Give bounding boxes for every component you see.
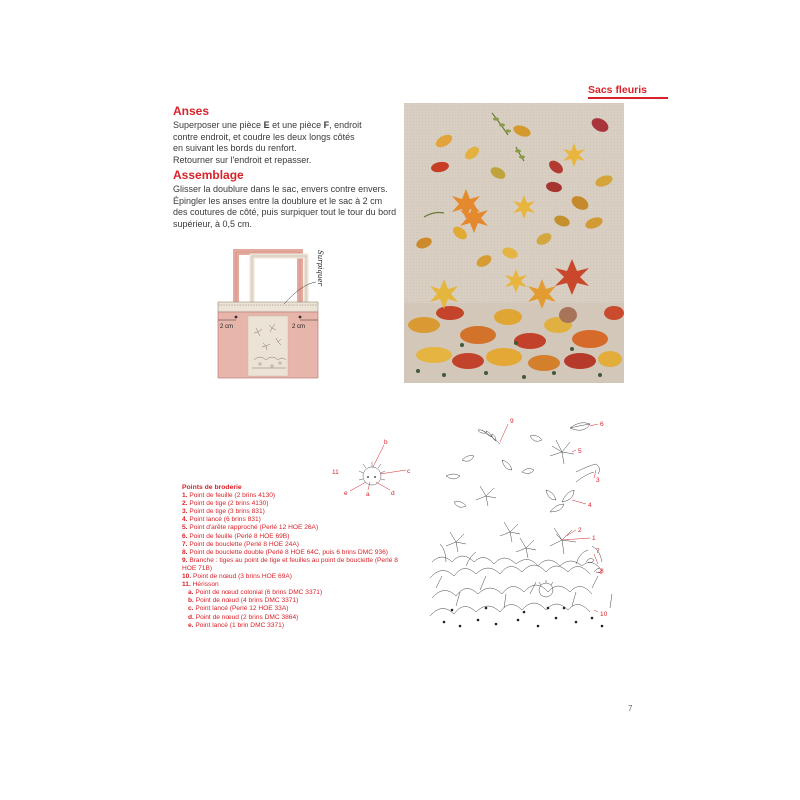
- legend-item: [182, 533, 412, 541]
- legend-item: [182, 549, 412, 557]
- hedgehog-label-a: a: [366, 491, 370, 498]
- stitch-legend: [182, 484, 412, 630]
- legend-item-text: Point de bouclette (Perlé 8 HOE 24A): [187, 540, 299, 548]
- legend-item-text: Point lancé (6 brins 831): [187, 516, 261, 524]
- embroidery-pattern: [426, 412, 624, 634]
- anses-title: Anses: [173, 104, 210, 118]
- legend-sub-num: e.: [188, 621, 194, 629]
- anses-piece-e: E: [263, 120, 270, 130]
- anses-text-3: , endroit contre endroit, et coudre les deux longs côtés en suivant les bords du renfort. Retourner sur l'endroit et repasser.: [173, 120, 362, 165]
- assemblage-section: [173, 168, 398, 230]
- legend-item-text: Point de nœud (3 brins HOE 69A): [191, 573, 292, 581]
- legend-item: [182, 541, 412, 549]
- legend-sub-num: a.: [188, 589, 194, 597]
- legend-item-num: 1.: [182, 492, 188, 500]
- legend-item: [182, 557, 412, 573]
- legend-sub-text: Point de nœud (4 brins DMC 3371): [193, 597, 299, 605]
- legend-sub-item: [182, 597, 412, 605]
- pattern-label-10: 10: [600, 611, 608, 618]
- hedgehog-label-11: 11: [332, 469, 339, 476]
- embroidery-photo-art: [404, 103, 624, 383]
- legend-item-num: 8.: [182, 548, 188, 556]
- legend-sub-text: Point lancé (1 brin DMC 3371): [193, 621, 285, 629]
- legend-item-text: Point d'arête rapproché (Perlé 12 HOE 26A): [187, 524, 319, 532]
- page-number: 7: [628, 704, 633, 713]
- legend-sub-num: b.: [188, 597, 194, 605]
- legend-item-num: 7.: [182, 540, 188, 548]
- anses-text-2: et une pièce: [269, 120, 324, 130]
- assemblage-title: Assemblage: [173, 168, 244, 182]
- pattern-label-1: 1: [592, 535, 596, 542]
- hedgehog-label-d: d: [391, 490, 395, 497]
- assemblage-text: Glisser la doublure dans le sac, envers contre envers. Épingler les anses entre la doublure et le sac à 2 cm des coutures de côté, puis surpiquer tout le tour du bord supérieur, à 0,5 cm.: [173, 184, 397, 229]
- legend-item-num: 2.: [182, 500, 188, 508]
- pattern-label-5: 5: [578, 448, 582, 455]
- legend-item-text: Hérisson: [190, 581, 219, 589]
- legend-sub-text: Point de nœud colonial (6 brins DMC 3371): [193, 589, 323, 597]
- anses-text: [173, 120, 398, 166]
- legend-item-num: 9.: [182, 556, 188, 564]
- legend-item-text: Point de bouclette double (Perlé 8 HOE 64C, puis 6 brins DMC 936): [187, 548, 388, 556]
- legend-item: [182, 516, 412, 524]
- pattern-label-3: 3: [596, 477, 600, 484]
- legend-item-text: Point de feuille (2 brins 4130): [187, 492, 276, 500]
- legend-sub-item: [182, 622, 412, 630]
- legend-sub-item: [182, 605, 412, 613]
- bag-diagram: [212, 242, 342, 384]
- legend-item-text: Branche : tiges au point de tige et feuilles au point de bouclette (Perlé 8 HOE 71B): [182, 556, 398, 572]
- pattern-label-2: 2: [578, 527, 582, 534]
- hedgehog-label-b: b: [384, 439, 388, 446]
- pattern-label-9: 9: [510, 418, 514, 425]
- pattern-label-8: 8: [600, 568, 604, 575]
- legend-item: [182, 508, 412, 516]
- legend-title: Points de broderie: [182, 484, 242, 491]
- legend-item: [182, 492, 412, 500]
- anses-text-1: Superposer une pièce: [173, 120, 264, 130]
- anses-piece-f: F: [323, 120, 330, 130]
- legend-sub-item: [182, 589, 412, 597]
- legend-item-text: Point de tige (2 brins 4130): [187, 500, 269, 508]
- legend-item: [182, 581, 412, 589]
- legend-item-text: Point de tige (3 brins 831): [187, 508, 265, 516]
- legend-item: [182, 524, 412, 532]
- legend-sub-item: [182, 614, 412, 622]
- legend-sub-num: c.: [188, 605, 194, 613]
- hedgehog-label-e: e: [344, 490, 348, 497]
- legend-item: [182, 500, 412, 508]
- legend-item-num: 5.: [182, 524, 188, 532]
- pattern-label-6: 6: [600, 421, 604, 428]
- pattern-label-7: 7: [596, 548, 600, 555]
- legend-sub-text: Point lancé (Perlé 12 HOE 33A): [193, 605, 289, 613]
- legend-sub-text: Point de nœud (2 brins DMC 3864): [193, 613, 299, 621]
- legend-item-num: 3.: [182, 508, 188, 516]
- running-head-rule: [588, 97, 668, 99]
- bag-label-stitch: Surpiquer: [316, 250, 324, 286]
- legend-item-num: 6.: [182, 532, 188, 540]
- legend-item: [182, 573, 412, 581]
- hedgehog-label-c: c: [407, 468, 411, 475]
- anses-section: [173, 104, 398, 166]
- bag-label-right: 2 cm: [292, 324, 306, 330]
- legend-sub-num: d.: [188, 613, 194, 621]
- embroidery-photo: [404, 103, 624, 383]
- legend-item-num: 11.: [182, 581, 191, 589]
- bag-label-left: 2 cm: [220, 324, 234, 330]
- running-head: Sacs fleuris: [588, 84, 647, 96]
- legend-item-num: 4.: [182, 516, 188, 524]
- pattern-label-4: 4: [588, 502, 592, 509]
- legend-item-text: Point de feuille (Perlé 8 HOE 69B): [187, 532, 290, 540]
- legend-item-num: 10.: [182, 573, 192, 581]
